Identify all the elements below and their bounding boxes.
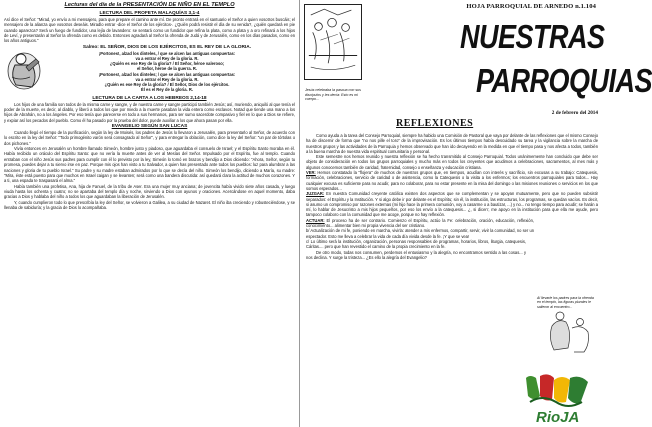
- gospel-paragraph: Había también una profetisa, Ana, hija de Fanuel, de la tribu de Aser. Era una mujer muy anciana; de jovencita había vivido siete años casada, y luego viuda hasta los ochenta y cuatro; no se apartaba del templo día y noche, sirviendo a Dios con ayunos y oraciones. Acercándose en aquel momento, daba gracias a Dios y hablaba del niño a todos los que aguardaban la liberación de Jerusalén.: [4, 183, 295, 200]
- last-supper-drawing: [304, 4, 362, 80]
- gospel-paragraph: Vivía entonces en Jerusalén un hombre llamado Simeón, hombre justo y piadoso, que aguardaba el consuelo de Israel; y el Espíritu Santo moraba en él. Había recibido un oráculo del Espíritu Santo: que no vería la muerte antes de ver al Mesías del Señor. Impulsado por el Espíritu, fue al templo. Cuando entraban con el niño Jesús sus padres para cumplir con él lo previsto por la ley, Simeón lo tomó en brazos y bendijo a Dios diciendo: "Ahora, Señor, según tu promesa, puedes dejar a tu siervo irse en paz. Porque mis ojos han visto a tu Salvador, a quien has presentado ante todos los pueblos: luz para alumbrar a las naciones y gloria de tu pueblo Israel." Su padre y su madre estaban admirados por lo que se decía del niño. Simeón los bendijo, diciendo a María, su madre: "Mira, éste está puesto para que muchos en Israel caigan y se levanten; será como una bandera discutida: así quedará clara la actitud de muchos corazones. Y a ti, una espada te traspasará el alma.": [4, 146, 295, 184]
- masthead-line2: PARROQUIAS: [476, 62, 652, 100]
- svg-text:RioJA: RioJA: [536, 409, 580, 426]
- gospel-title: EVANGELIO SEGÚN SAN LUCAS: [111, 124, 188, 130]
- psalm-text: [44, 45, 290, 93]
- actuar-keyword: ACTUAR:: [306, 217, 325, 223]
- readings-column: [4, 2, 295, 425]
- reflection-paragraph: [306, 170, 598, 191]
- reflection-paragraph: c/ Lo último será la institución, organización, personas responsables de programas, horarios, libros, liturgia, catequesis, Cáritas.... pero que han revestido el camino de la propia crecimiento en la fe.: [306, 238, 526, 250]
- reflection-paragraph: [306, 191, 598, 217]
- issue-date: 2 de febrero del 2014: [551, 110, 598, 116]
- psalm-line: ¡Portones!, alzad los dinteles, / que se alcen las antiguas compuertas:: [98, 50, 236, 56]
- psalm-block: [4, 45, 295, 95]
- reflection-paragraph: b/ Actualización de mi fe, poniendo en marcha, vivirla: atender a mis enfermos, compartir, servir, vivir la comunidad, no ser un espectador. Esto me lleva a celebrar la vida de cada día vivida desde la fe. ¡Y que se vea!: [306, 228, 534, 239]
- gospel-paragraph: Y, cuando cumplieron todo lo que prescribía la ley del Señor, se volvieron a Galilea, a su ciudad de Nazaret. El niño iba creciendo y robusteciéndose, y se llenaba de sabiduría; y la gracia de Dios lo acompañaba.: [4, 199, 295, 210]
- reading2-text: Los hijos de una familia son todos de la misma carne y sangre, y de nuestra carne y sangre participó también Jesús; así, muriendo, aniquiló al que tenía el poder de la muerte, es decir, al diablo, y liberó a todos los que por miedo a la muerte pasaban la vida entera como esclavos. Notad que tiende una mano a los hijos de Abrahán, no a los ángeles. Por eso tenía que parecerse en todo a sus hermanos, para ser sumo sacerdote compasivo y fiel en lo que a Dios se refiere, y expiar así los pecados del pueblo. Como él ha pasado por la prueba del dolor, puede auxiliar a los que ahora pasan por ella.: [4, 101, 295, 123]
- actuar-text: El proceso ha de ser contrario. Comienzo el Espíritu, actúo la Fe: celebración, oración, educación, reflexión, conocimiento... alimentar bien mi propia vivencia del ser cristiano.: [306, 217, 534, 229]
- reading2-title: LECTURA DE LA CARTA A LOS HEBREOS 2,14-18: [92, 95, 207, 101]
- psalm-line: va a entrar el Rey de la gloria. R.: [135, 55, 199, 61]
- rioja-logo-icon: [522, 372, 600, 426]
- ver-text: Hemos constatado la "flojera" de muchos de nuestros grupos que, en tiempos, acudían con interés y sacrificio, sin excusas a su trabajo: Catequesis, formación, celebraciones, servicio de caridad o de asistencia, como la Catequesis o la visita a los enfermos; los encuentros parroquiales para todos... Hay cualquier excusa es suficiente para no acudir, para no colaborar, para no estar presente en la misa del domingo o las misiones reuniones o servicios en los que somos esperados...: [306, 170, 598, 191]
- psalm-line: ¿Quién es ese Rey de la gloria? / El Señor, héroe valeroso;: [109, 61, 225, 67]
- gospel-paragraph: Cuando llegó el tiempo de la purificación, según la ley de Moisés, los padres de Jesús lo llevaron a Jerusalén, para presentarlo al Señor, de acuerdo con lo escrito en la ley del Señor: "Todo primogénito varón será consagrado al Señor", y para entregar la oblación, como dice la ley del Señor: "un par de tórtolas o dos pichones.": [4, 130, 295, 146]
- reflection-paragraph: [306, 218, 534, 229]
- ver-keyword: VER:: [306, 170, 316, 176]
- psalm-line: va a entrar el Rey de la gloria. R.: [135, 76, 199, 82]
- newsletter-header: HOJA PARROQUIAL DE ARNEDO n.1.104: [466, 3, 596, 10]
- reflection-paragraph: Como ayuda a la tarea del Consejo Parroquial, siempre ha habido una Comisión de Pastoral que vaya por delante de las reflexiones que el mismo Consejo ha de discernir de forma que "no nos pille el toro" de la improvisación. Es los últimos tiempos había descuidado su tarea y la vigilancia sobre la marcha de nuestros grupos y las actividades de la Parroquia y hemos observado que han ido decayendo en la medida en que el tiempo pasa y nos afecta a todos, también a la buena marcha de nuestra vida espiritual comunitaria y personal.: [306, 133, 598, 154]
- reflections-column: [304, 0, 652, 427]
- masthead-line1: NUESTRAS: [460, 18, 605, 56]
- psalm-line: ¿Quién es ese Rey de la gloria? / El Señor, Dios de los ejércitos.: [104, 81, 230, 87]
- juzgar-keyword: JUZGAR:: [306, 191, 325, 197]
- psalm-line: el Señor, héroe de la guerra. R.: [136, 66, 198, 72]
- psalm-line: ¡Portones!, alzad los dinteles; / que se alcen las antiguas compuertas:: [98, 71, 236, 77]
- juzgar-text: En nuestra Comunidad creyente católica existen dos aspectos que se complementan y se apoyan mutuamente, pero que no pueden subsistir separados: el Espíritu y la Institución. Y si algo debe ir por delante es el Espíritu; sin él, la institución, las estructuras, los programas, se quedan vacíos. Es decir, si asumo un compromiso por razones externas (mi hijo hace la primera comunión, voy a casarme o a bautizar, ...) y no... no tengo tiempo para acudir; se harán a mí, lo hablar de Jesucristo a mis hijos pequeños, por eso los envío a la catequesis... ¿, si dicen', me apoyo en la institución para que ella me ayude, pero tampoco colaboro con la comunidad que me acoge, porque no hay reflexión.: [306, 191, 598, 218]
- readings-banner: Lecturas del día de la PRESENTACIÓN DE NIÑO EN EL TEMPLO: [64, 2, 235, 8]
- praying-figure-icon: [6, 47, 44, 91]
- drawing-caption: Jesús celebraba la pascua con sus discípulos y les decía: Esto es mi cuerpo...: [305, 88, 361, 101]
- column-divider: [299, 0, 300, 427]
- psalm-title: Salmo: EL SEÑOR, DIOS DE LOS EJÉRCITOS, ES EL REY DE LA GLORIA.: [82, 44, 252, 50]
- bottom-drawing-caption: Al llevarle los padres para la ofrenda en el templo, las figuras plurales le salieron al encuentro...: [537, 296, 594, 309]
- psalm-line: Él es el Rey de la gloria. R.: [141, 87, 193, 93]
- reflection-paragraph: De otro modo, todas nos consumen, perdemos el entusiasmo y la alegría, no encontramos sentido a las cosas... y nos declina. Y surge la tristeza... ¿Es ello la alegría del Evangelio?: [306, 249, 526, 260]
- reading1-text: Así dice el Señor: "Mirad, yo envío a mi mensajero, para que prepare el camino ante mí. De pronto entrará en el santuario el Señor a quien vosotros buscáis; el mensajero de la alianza que vosotros deseáis. Miradlo entrar -dice el Señor de los ejércitos-. ¿Quién podrá resistir el día de su venida?, ¿quién quedará en pie cuando aparezca? Será un fuego de fundidor, una lejía de lavandero: se sentará como un fundidor que refina la plata, como a plata y a oro refinará a los hijos de Leví, y presentarán al Señor la ofrenda como es debido. Entonces agradará al Señor la ofrenda de Judá y de Jerusalén, como en los días pasados, como en los años antiguos.": [4, 17, 295, 44]
- reflection-paragraph: Este semestre nos hemos reunido y nuestra reflexión se ha hecho transmitido al Consejo Parroquial. Todos unánimemente han concluido que debe ser objeto de consideración en todos los grupos parroquiales y mucho más en todos los creyentes que acudimos a celebraciones, sacramentos, al mes más y algunos conocemos también de caridad, fraternidad, consejo o enseñanza y educación cristiana.: [306, 154, 598, 170]
- reading1-title: LECTURA DEL PROFETA MALAQUÍAS 3,1-4: [99, 11, 200, 16]
- reflections-title: REFLEXIONES: [396, 118, 474, 129]
